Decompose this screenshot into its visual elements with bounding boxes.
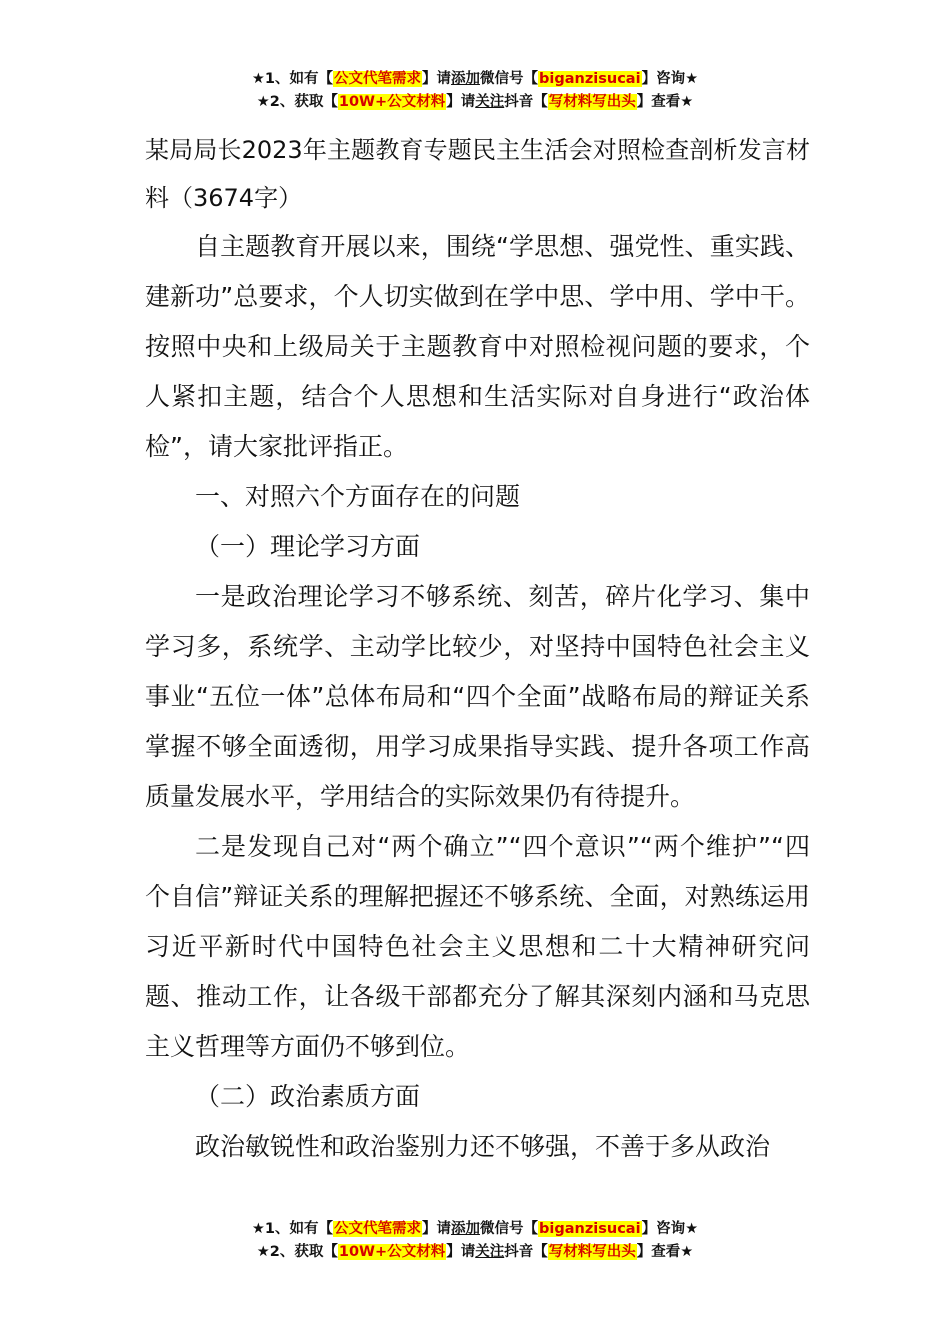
banner-text: 】咨询★ xyxy=(641,1221,699,1237)
banner-text: 】咨询★ xyxy=(641,71,699,87)
banner-highlight: 10W+公文材料 xyxy=(338,1244,446,1260)
banner-text: 微信号【 xyxy=(480,1221,539,1237)
banner-text: ★1、如有【 xyxy=(251,71,334,87)
banner-underline: 关注 xyxy=(475,1244,505,1260)
banner-text: ★2、获取【 xyxy=(256,1244,338,1260)
banner-text: 】查看★ xyxy=(636,1244,694,1260)
banner-highlight: 公文代笔需求 xyxy=(334,1221,422,1237)
intro-paragraph: 自主题教育开展以来，围绕“学思想、强党性、重实践、建新功”总要求，个人切实做到在学中思、学中用、学中干。按照中央和上级局关于主题教育中对照检视问题的要求，个人紧扣主题，结合个人思想和生活实际对自身进行“政治体检”，请大家批评指正。 xyxy=(145,232,810,461)
banner-highlight: biganzisucai xyxy=(539,71,641,87)
banner-line-1 xyxy=(0,68,950,91)
banner-text: ★2、获取【 xyxy=(256,94,338,110)
banner-text: 抖音【 xyxy=(504,1244,548,1260)
banner-text: 】请 xyxy=(446,1244,476,1260)
banner-highlight: 写材料写出头 xyxy=(548,94,636,110)
banner-text: 微信号【 xyxy=(480,71,539,87)
banner-underline: 添加 xyxy=(451,71,481,87)
banner-highlight: 10W+公文材料 xyxy=(338,94,446,110)
banner-text: 】请 xyxy=(422,71,452,87)
banner-text: 抖音【 xyxy=(504,94,548,110)
body-paragraph: 一是政治理论学习不够系统、刻苦，碎片化学习、集中学习多，系统学、主动学比较少，对坚持中国特色社会主义事业“五位一体”总体布局和“四个全面”战略布局的辩证关系掌握不够全面透彻，用学习成果指导实践、提升各项工作高质量发展水平，学用结合的实际效果仍有待提升。 xyxy=(145,582,810,811)
banner-highlight: 写材料写出头 xyxy=(548,1244,636,1260)
body-paragraph: 政治敏锐性和政治鉴别力还不够强，不善于多从政治 xyxy=(195,1132,771,1161)
banner-text: 】请 xyxy=(422,1221,452,1237)
banner-text: ★1、如有【 xyxy=(251,1221,334,1237)
banner-underline: 添加 xyxy=(451,1221,481,1237)
body-paragraph: 二是发现自己对“两个确立”“四个意识”“两个维护”“四个自信”辩证关系的理解把握还不够系统、全面，对熟练运用习近平新时代中国特色社会主义思想和二十大精神研究问题、推动工作，让各级干部都充分了解其深刻内涵和马克思主义哲理等方面仍不够到位。 xyxy=(145,832,810,1061)
banner-text: 】查看★ xyxy=(636,94,694,110)
banner-text: 】请 xyxy=(446,94,476,110)
section-heading: 一、对照六个方面存在的问题 xyxy=(195,482,521,511)
subsection-heading: （一）理论学习方面 xyxy=(195,532,421,561)
footer-banner xyxy=(0,1218,950,1264)
banner-line-2 xyxy=(0,91,950,114)
subsection-heading: （二）政治素质方面 xyxy=(195,1082,421,1111)
banner-highlight: 公文代笔需求 xyxy=(334,71,422,87)
document-body xyxy=(145,126,810,1172)
banner-underline: 关注 xyxy=(475,94,505,110)
document-title: 某局局长2023年主题教育专题民主生活会对照检查剖析发言材料（3674字） xyxy=(145,136,810,212)
header-banner xyxy=(0,68,950,114)
banner-line-1 xyxy=(0,1218,950,1241)
banner-line-2 xyxy=(0,1241,950,1264)
banner-highlight: biganzisucai xyxy=(539,1221,641,1237)
